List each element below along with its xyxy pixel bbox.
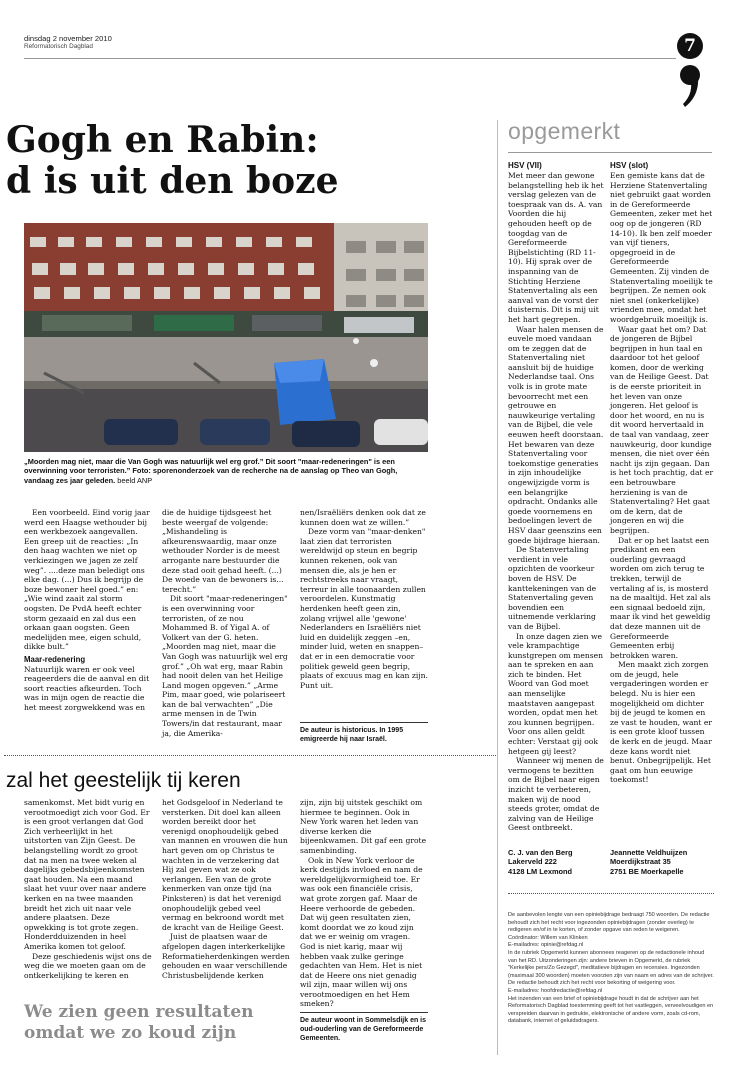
article1-subhead: Maar-redenering (24, 654, 86, 664)
signature-address: Lakerveld 222 (508, 857, 557, 867)
photo-caption (24, 457, 428, 485)
letter-paragraph: Wanneer wij menen de vermogens te bezitten om de Bijbel naar eigen inzicht te verbeteren, maken wij de nood steeds groter, omdat de zalving van de Heilige Geest ontbreekt. (508, 756, 604, 833)
article1-paragraph: Natuurlijk waren er ook veel reageerders die de aanval en dit soort reacties afkeurden. Toch was in mijn ogen de reactie die het meest zorgwekkend was en (24, 664, 150, 712)
letter-left-signature (508, 848, 604, 876)
comma-icon (678, 64, 702, 108)
article2-paragraph: zijn, zijn bij uitstek geschikt om hiermee te beginnen. Ook in New York waren het leden van diverse kerken die bijeenkwamen. Dit gaf een grote samenbinding. (300, 798, 427, 855)
column-divider (497, 120, 498, 1055)
header-paper: Reformatorisch Dagblad (24, 43, 93, 50)
article1-author-note: De auteur is historicus. In 1995 emigreerde hij naar Israël. (300, 727, 404, 743)
article2-col3 (300, 798, 428, 1009)
footer-line: De aanbevolen lengte van een opiniebijdrage bedraagt 750 woorden. De redactie behoudt zich het recht voor ingezonden opiniebijdragen (zonder overleg) te redigeren en/of in te korten, of zonder opgave van reden te weigeren. (508, 912, 710, 934)
photo-credit: beeld ANP (117, 475, 153, 485)
headline (6, 120, 476, 202)
article2-headline: zal het geestelijk tij keren (6, 769, 241, 792)
letter-paragraph: Waar halen mensen de euvele moed vandaan om te zeggen dat de Statenvertaling niet aansluit bij de huidige Nederlandse taal. Ons volk is in grote mate bevoorrecht met een getrouwe en nauwkeurige vertaling van de Bijbel, die vele eeuwen heeft doorstaan. Het bewaren van deze Statenvertaling voor toekomstige generaties in zijn inhoudelijke ongewijzigde vorm is een belangrijke opdracht. Ondanks alle goede voornemens en bedoelingen levert de HSV daar geenszins een goede bijdrage hieraan. (508, 324, 604, 545)
opgemerkt-title: opgemerkt (508, 118, 621, 144)
letter-right-heading: HSV (slot) (610, 161, 649, 170)
letter-left (508, 161, 604, 833)
article2-paragraph: Ook in New York verloor de kerk destijds invloed en nam de wereldgelijkvormigheid toe. Er was ook een financiële crisis, wat grote zorgen gaf. Maar de Heere verhoorde de gebeden. Dat wij geen resultaten zien, komt doordat we zo koud zijn dat we er weinig om vragen. God is niet karig, maar wij hebben vaak zulke geringe gedachten van Hem. Het is niet dat de Heere ons niet genadig wil zijn, maar willen wij ons verootmoedigen en het Hem smeken? (300, 855, 423, 1009)
article1-author-rule (300, 722, 428, 723)
article2-paragraph: samenkomst. Met bidt vurig en verootmoedigt zich voor God. Er is een groot verlangen dat God Zich verheerlijkt in het uitstorten van Zijn Geest. De belangstelling wordt zo groot dat na men na twee weken al dagelijks gebedsbijeenkomsten gaat houden. Na een maand slaat het vuur over naar andere kerken en na twee maanden breidt het zich uit naar vele andere plaatsen. Deze opwekking is tot grote zegen. Honderdduizenden in heel Amerika komen tot geloof. (24, 798, 150, 951)
footer-line: Coördinator: Willem van Klinken (508, 934, 588, 941)
letter-right (610, 161, 714, 785)
article2-paragraph: Juist de plaatsen waar de afgelopen dagen interkerkelijke Reformatieherdenkingen werden gehouden en waar verschillende Christusbelijdende kerken (162, 932, 290, 980)
pullquote: We zien geen resultaten omdat we zo koud zijn (24, 1002, 254, 1043)
signature-city: 2751 BE Moerkapelle (610, 866, 684, 876)
article1-col3 (300, 508, 428, 690)
article1-paragraph: die de huidige tijdsgeest het beste weergaf de volgende: „Mishandeling is afkeurenswaardig, maar onze wethouder Norder is de meest arrogante nare bestuurder die deze stad ooit gehad heeft. (...) De woede van de bewoners is... terecht.” (162, 508, 284, 594)
letter-paragraph: Met meer dan gewone belangstelling heb ik het verslag gelezen van de toespraak van ds. A. van Voorden die hij gehouden heeft op de toogdag van de Gereformeerde Bijbelstichting (RD 11-10). Hij sprak over de inspanning van de Stichting Herziene Statenvertaling als een aanval van de vorst der duisternis. Dit is mij uit het hart gegrepen. (508, 171, 604, 324)
signature-city: 4128 LM Lexmond (508, 866, 573, 876)
article2-paragraph: Deze geschiedenis wijst ons de weg die we moeten gaan om de ontkerkelijking te keren en (24, 951, 152, 980)
article-separator (4, 755, 496, 756)
footer-line: E-mailadres: hoofdredactie@refdag.nl (508, 987, 603, 994)
article2-col2 (162, 798, 290, 980)
article2-col1 (24, 798, 152, 980)
article1-paragraph: Dit soort "maar-redeneringen" is een overwinning voor terroristen, of ze nou Mohammed B. of Yigal A. of Volkert van der G. heten. „Moorden mag niet, maar die Van Gogh was natuurlijk wel erg grof.” „Oh wat erg, maar Rabin had nooit delen van het Heilige Land mogen opgeven.” „Arme Pim, maar goed, wie polariseert kan de bal verwachten” „Die arme mensen in de Twin Towers/in dat restaurant, maar ja, die Amerika- (162, 594, 288, 738)
signature-name: Jeannette Veldhuijzen (610, 848, 688, 857)
page-number: 7 (684, 36, 696, 56)
opgemerkt-footer-separator (508, 893, 714, 894)
footer-line: In de rubriek Opgemerkt kunnen abonnees reageren op de redactionele inhoud van het RD. Uitzonderingen zijn: andere brieven in Opgemerkt, de rubriek "Kerkelijke pers/Zo Gezegd", meditatieve bijdragen en recensies. Ingezonden (maximaal 300 woorden) moeten voorzien zijn van naam en adres van de schrijver. De redactie behoudt zich het recht voor bekorting of weigering voor. (508, 949, 714, 987)
page-number-badge (677, 33, 703, 59)
article1-col1 (24, 508, 150, 712)
photo-caption-text: „Moorden mag niet, maar die Van Gogh was natuurlijk wel erg grof.” Dit soort "maar-redeneringen" is een overwinning voor terroristen.” Foto: sporenonderzoek van de recherche na de aanslag op Theo van Gogh, vandaag zes jaar geleden. (24, 457, 398, 485)
article2-author-note: De auteur woont in Sommelsdijk en is oud-ouderling van de Gereformeerde Gemeenten. (300, 1017, 427, 1042)
article2-paragraph: het Godsgeloof in Nederland te versterken. Dit doel kan alleen worden bereikt door het verenigd onophoudelijk gebed van mannen en vrouwen die hun hart geven om op Christus te wachten in de verzekering dat Hij zal geven wat ze ook verlangen. Een van de grote kenmerken van onze tijd (na Pinksteren) is dat het verenigd onophoudelijk gebed veel vermag en bekroond wordt met de kracht van de Heilige Geest. (162, 798, 288, 932)
article2-author-rule (300, 1012, 428, 1013)
letter-right-body (610, 171, 714, 785)
letter-right-signature (610, 848, 714, 876)
letter-paragraph: De Statenvertaling verdient in vele opzichten de voorkeur boven de HSV. De kanttekeningen van de Statenvertaling geven bovendien een uitnemende verklaring van de Bijbel. (508, 545, 597, 631)
article1-col2 (162, 508, 288, 738)
signature-address: Moerdijkstraat 35 (610, 857, 671, 867)
header-date: dinsdag 2 november 2010 (24, 34, 112, 43)
letter-paragraph: Waar gaat het om? Dat de jongeren de Bijbel begrijpen in hun taal en daardoor tot het geloof komen, door de werking van de Heilige Geest. Dat is de eerste prioriteit in het leven van onze jongeren. Het geloof is door het woord, en nu is dit woord hervertaald in de taal van vandaag, zeer nauwkeurig, door kundige mensen, die niet over één nacht ijs zijn gegaan. Dan is het toch prachtig, dat er een betrouwbare herziening is van de Statenvertaling? Het gaat om de kern, dat de jongeren en wij die begrijpen. (610, 324, 714, 535)
letter-paragraph: In onze dagen zien we vele krampachtige kunstgrepen om mensen aan te spreken en aan zich te binden. Het Woord van God moet aan menselijke maatstaven aangepast worden, opdat men het zou kunnen begrijpen. Voor ons allen geldt echter: Verstaat gij ook hetgeen gij leest? (508, 631, 604, 756)
news-photo (24, 223, 428, 452)
article1-paragraph: Een voorbeeld. Eind vorig jaar werd een Haagse wethouder bij een werkbezoek aangevallen. Een greep uit de reacties: „In den haag wachten we niet op verkiezingen we jagen ze zelf weg”. ....deze man beledigt ons elke dag. (...) Dus ik begrijp de boze bewoner heel goed.” en: „Wie wind zaait zal storm oogsten. De PvdA heeft echter storm gezaaid en zal dus een orkaan gaan oogsten. Geen medelijden mee, eigen schuld, dikke bult.” (24, 508, 150, 652)
footer-line: E-mailadres: opinie@refdag.nl (508, 942, 584, 949)
letter-left-heading: HSV (VII) (508, 161, 542, 170)
letter-paragraph: Men maakt zich zorgen om de jeugd, hele vergaderingen worden er belegd. Nu is hier een mogelijkheid om dichter bij de jeugd te komen en ze vast te houden, want er is een grote kloof tussen de kerk en de jeugd. Maar deze kans wordt niet benut. Onbegrijpelijk. Het gaat om hun eeuwige toekomst! (610, 660, 712, 785)
article1-paragraph: Deze vorm van "maar-denken" laat zien dat terroristen wereldwijd op steun en begrip kunnen rekenen, ook van mensen die, als je hen er rechtstreeks naar vraagt, terreur in alle toonaarden zullen veroordelen. Kunstmatig herdenken heeft geen zin, zolang vrijwel alle 'gewone' Nederlanders en Israëliërs niet luid en duidelijk zeggen –en, minder luid, weten en snappen– dat er in een democratie voor politiek geweld geen begrip, plaats of excuus mag en kan zijn. Punt uit. (300, 527, 428, 690)
letter-paragraph: Dat er op het laatst een predikant en een ouderling gevraagd worden om zich terug te trekken, terwijl de vertaling af is, is mosterd na de maaltijd. Het zal als een signaal bedoeld zijn, maar ik vind het geweldig dat deze mannen uit de Gereformeerde Gemeenten erbij betrokken waren. (610, 535, 711, 660)
opgemerkt-title-rule (508, 152, 712, 153)
page-header (24, 34, 664, 51)
letter-paragraph: Een gemiste kans dat de Herziene Statenvertaling niet gebruikt gaat worden in de Gereformeerde Gemeenten, zeker met het oog op de jongeren (RD 14-10). Ik ben zelf moeder van vijf tieners, opgegroeid in de Gereformeerde Gemeenten. Zij vinden de Statenvertaling moeilijk te begrijpen. Ze nemen ook niet snel (onkerkelijke) vrienden mee, omdat het woordgebruik moeilijk is. (610, 171, 713, 324)
letter-left-body (508, 171, 604, 833)
article1-paragraph: nen/Israëliërs denken ook dat ze kunnen doen wat ze willen.” (300, 508, 426, 527)
signature-name: C. J. van den Berg (508, 848, 573, 857)
headline-line1: Gogh en Rabin: (6, 119, 319, 161)
header-rule (24, 58, 676, 59)
footer-line: Het inzenden van een brief of opiniebijdrage houdt in dat de schrijver aan het Reformatorisch Dagblad toestemming geeft tot het vastleggen, verveelvoudigen en verspreiden daarvan in gedrukte, elektronische of andere vorm, zoals cd-rom, databank, internet of geluidsdragers. (508, 995, 714, 1025)
headline-line2: d is uit den boze (6, 160, 339, 202)
opgemerkt-footer (508, 912, 714, 1026)
